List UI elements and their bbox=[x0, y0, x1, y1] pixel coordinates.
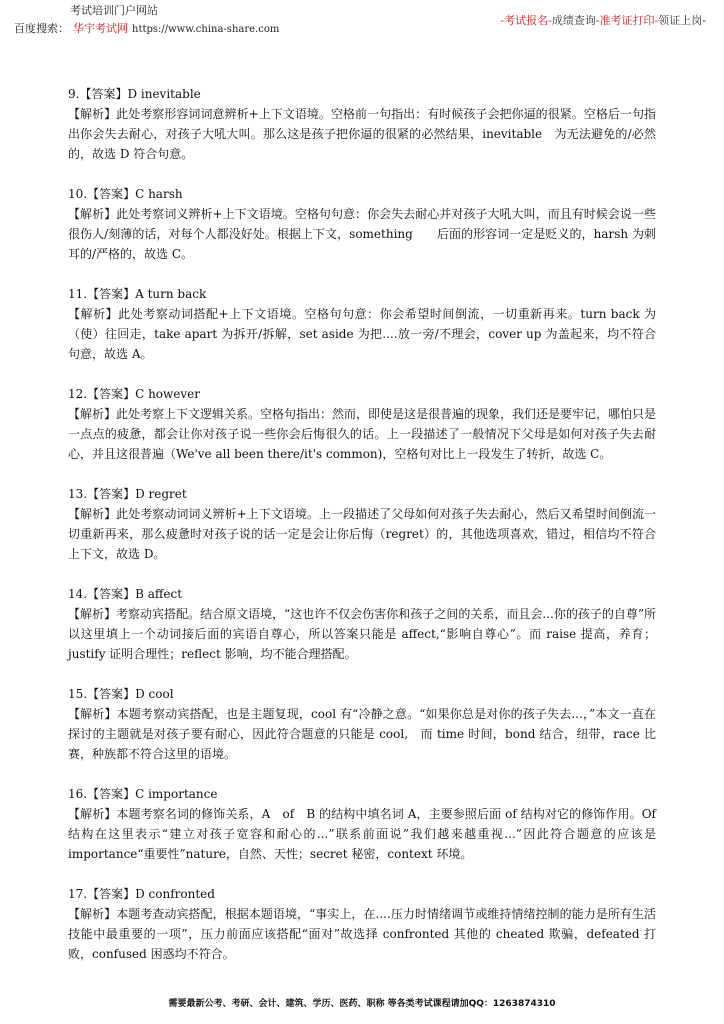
entry-17 bbox=[68, 884, 656, 964]
explanation: 【解析】本题考查动宾搭配，根据本题语境，“事实上，在....压力时情绪调节或维持情绪控制的能力是所有生活技能中最重要的一项”，压力前面应该搭配“面对”故选择 confronted 其他的 cheated 欺骗，defeated 打败，confused 困惑均不符合。 bbox=[68, 907, 656, 961]
answer-list bbox=[68, 84, 656, 984]
answer-line: 17.【答案】D confronted bbox=[68, 887, 215, 901]
answer-line: 12.【答案】C however bbox=[68, 387, 201, 401]
link-admission-print[interactable]: 准考证打印- bbox=[599, 14, 659, 27]
explanation: 【解析】此处考察动词搭配+上下文语境。空格句句意：你会希望时间倒流，一切重新再来。turn back 为（使）往回走，take apart 为拆开/拆解，set aside 为把....放一旁/不理会，cover up 为盖起来，均不符合句意，故选 A。 bbox=[68, 307, 656, 361]
explanation: 【解析】此处考察形容词词意辨析+上下文语境。空格前一句指出：有时候孩子会把你逼的很紧。空格后一句指出你会失去耐心，对孩子大吼大叫。那么这是孩子把你逼的很紧的必然结果，inevitable 为无法避免的/必然的，故选 D 符合句意。 bbox=[68, 107, 656, 161]
explanation: 【解析】本题考察名词的修饰关系，A of B 的结构中填名词 A，主要参照后面 of 结构对它的修饰作用。Of 结构在这里表示“建立对孩子宽容和耐心的...”联系前面说”我们越来越重视...”因此符合题意的应该是 importance“重要性”nature，自然、天性；secret 秘密，context 环境。 bbox=[68, 807, 656, 861]
explanation: 【解析】此处考察上下文逻辑关系。空格句指出：然而，即使是这是很普遍的现象，我们还是要牢记，哪怕只是一点点的疲惫，都会让你对孩子说一些你会后悔很久的话。上一段描述了一般情况下父母是如何对孩子失去耐心，并且这很普遍（We've all been there/it's common)，空格句对比上一段发生了转折，故选 C。 bbox=[68, 407, 657, 461]
answer-line: 9.【答案】D inevitable bbox=[68, 87, 201, 101]
link-certificate[interactable]: 领证上岗- bbox=[658, 14, 706, 27]
explanation: 【解析】此处考察词义辨析+上下文语境。空格句句意：你会失去耐心并对孩子大吼大叫，而且有时候会说一些很伤人/刻薄的话，对每个人都没好处。根据上下文，something 后面的形容词一定是贬义的，harsh 为刺耳的/严格的，故选 C。 bbox=[68, 207, 656, 261]
entry-15 bbox=[68, 684, 656, 764]
link-exam-registration[interactable]: -考试报名- bbox=[500, 14, 552, 27]
entry-10 bbox=[68, 184, 656, 264]
search-label: 百度搜索： bbox=[14, 22, 69, 35]
search-line bbox=[14, 20, 279, 36]
explanation: 【解析】考察动宾搭配。结合原文语境，“这也许不仅会伤害你和孩子之间的关系，而且会...你的孩子的自尊”所以这里填上一个动词接后面的宾语自尊心，所以答案只能是 affect,“影响自尊心”。而 raise 提高，养育；justify 证明合理性；reflect 影响，均不能合理搭配。 bbox=[68, 607, 656, 661]
entry-12 bbox=[68, 384, 656, 464]
explanation: 【解析】此处考察动词词义辨析+上下文语境。上一段描述了父母如何对孩子失去耐心，然后又希望时间倒流一切重新再来，那么疲惫时对孩子说的话一定是会让你后悔（regret）的，其他选项喜欢，错过，相信均不符合上下文，故选 D。 bbox=[68, 507, 656, 561]
entry-11 bbox=[68, 284, 656, 364]
entry-14 bbox=[68, 584, 656, 664]
answer-line: 13.【答案】D regret bbox=[68, 487, 187, 501]
answer-line: 11.【答案】A turn back bbox=[68, 287, 207, 301]
header-links bbox=[500, 12, 706, 28]
explanation: 【解析】本题考察动宾搭配，也是主题复现，cool 有“冷静之意。“如果你总是对你的孩子失去...，”本文一直在探讨的主题就是对孩子要有耐心，因此符合题意的只能是 cool, 而 time 时间，bond 结合，纽带，race 比赛，种族都不符合这里的语境。 bbox=[68, 707, 656, 761]
entry-13 bbox=[68, 484, 656, 564]
entry-9 bbox=[68, 84, 656, 164]
answer-line: 14.【答案】B affect bbox=[68, 587, 183, 601]
answer-line: 15.【答案】D cool bbox=[68, 687, 174, 701]
link-score-query[interactable]: 成绩查询- bbox=[551, 14, 600, 27]
answer-line: 10.【答案】C harsh bbox=[68, 187, 183, 201]
footer-ad: 需要最新公考、考研、会计、建筑、学历、医药、职称 等各类考试课程请加QQ：1263874310 bbox=[168, 999, 556, 1009]
answer-line: 16.【答案】C importance bbox=[68, 787, 218, 801]
site-url[interactable]: https://www.china-share.com bbox=[132, 24, 280, 35]
entry-16 bbox=[68, 784, 656, 864]
brand-link[interactable]: 华宇考试网 bbox=[73, 22, 128, 35]
portal-title: 考试培训门户网站 bbox=[70, 4, 158, 17]
